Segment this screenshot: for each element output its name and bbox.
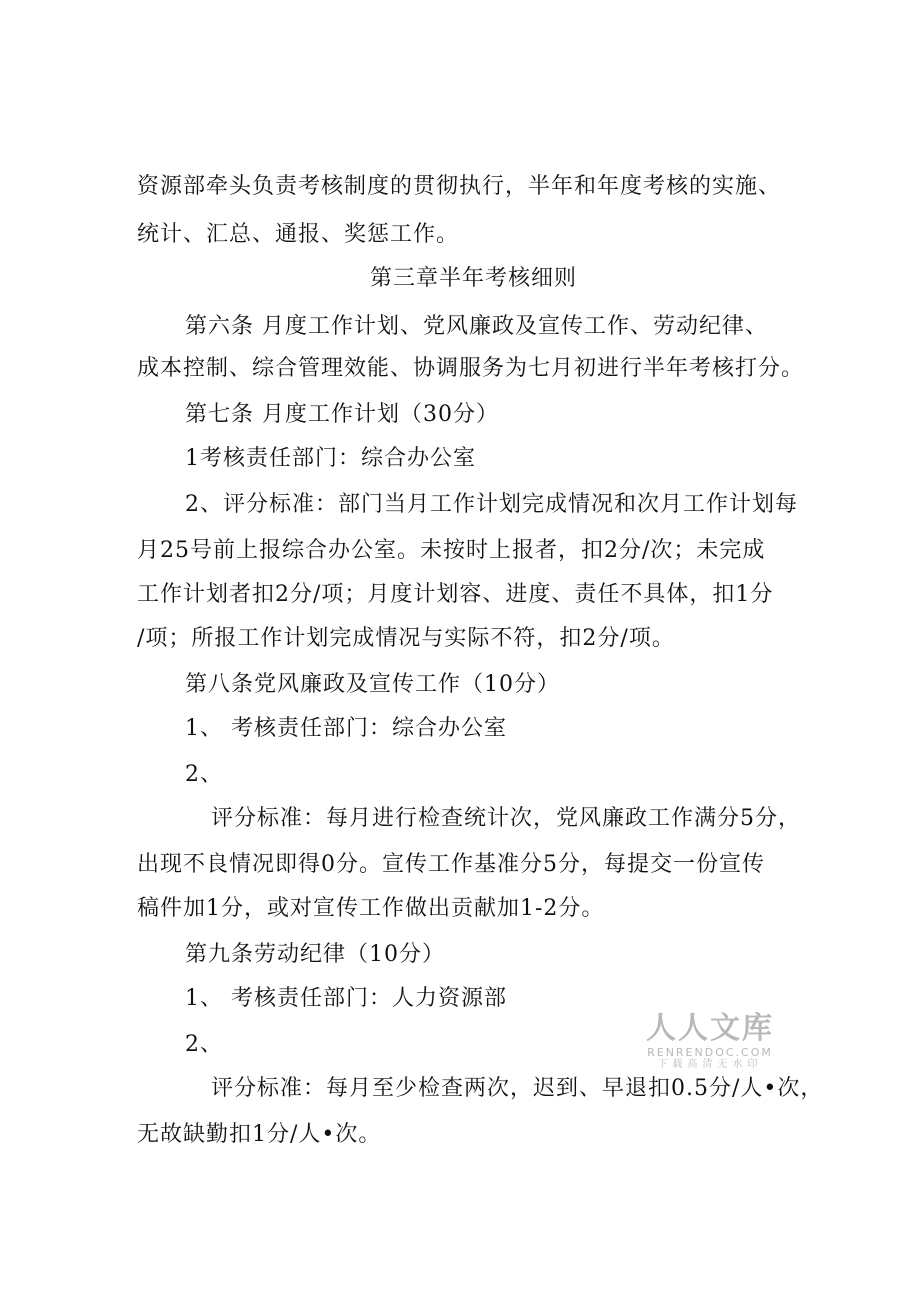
watermark-url: RENRENDOC.COM [647, 1046, 773, 1059]
article-heading-8: 第八条党风廉政及宣传工作（10分） [185, 672, 560, 697]
watermark-logo [640, 1012, 780, 1071]
paragraph-line: 评分标准：每月进行检查统计次，党风廉政工作满分5分， [211, 806, 801, 831]
paragraph-line: 无故缺勤扣1分/人•次。 [137, 1122, 382, 1147]
paragraph-line: 出现不良情况即得0分。宣传工作基准分5分，每提交一份宣传 [137, 852, 765, 877]
list-item: 1、 考核责任部门：人力资源部 [185, 986, 507, 1011]
list-item: 1、 考核责任部门：综合办公室 [185, 716, 507, 741]
list-item: 2、 [185, 762, 223, 787]
paragraph-line: 2、评分标准：部门当月工作计划完成情况和次月工作计划每 [185, 492, 798, 517]
article-heading-9: 第九条劳动纪律（10分） [185, 942, 445, 967]
article-heading-7: 第七条 月度工作计划（30分） [185, 402, 499, 427]
watermark-subtitle: 下载高清无水印 [657, 1059, 763, 1070]
chapter-heading: 第三章半年考核细则 [370, 266, 578, 291]
paragraph-line: 稿件加1分，或对宣传工作做出贡献加1-2分。 [137, 896, 605, 921]
watermark-title: 人人文库 [646, 1011, 774, 1046]
paragraph-line: 成本控制、综合管理效能、协调服务为七月初进行半年考核打分。 [137, 356, 805, 381]
paragraph-line: 工作计划者扣2分/项；月度计划容、进度、责任不具体，扣1分 [137, 582, 774, 607]
paragraph-line: 月25号前上报综合办公室。未按时上报者，扣2分/次；未完成 [137, 538, 766, 563]
paragraph-line: 1考核责任部门：综合办公室 [185, 446, 476, 471]
list-item: 2、 [185, 1032, 223, 1057]
paragraph-line: 评分标准：每月至少检查两次，迟到、早退扣0.5分/人•次， [211, 1076, 824, 1101]
article-heading-6: 第六条 月度工作计划、党风廉政及宣传工作、劳动纪律、 [185, 314, 768, 339]
paragraph-line: 资源部牵头负责考核制度的贯彻执行，半年和年度考核的实施、 [137, 174, 782, 199]
paragraph-line: 统计、汇总、通报、奖惩工作。 [137, 222, 460, 247]
paragraph-line: /项；所报工作计划完成情况与实际不符，扣2分/项。 [137, 626, 675, 651]
